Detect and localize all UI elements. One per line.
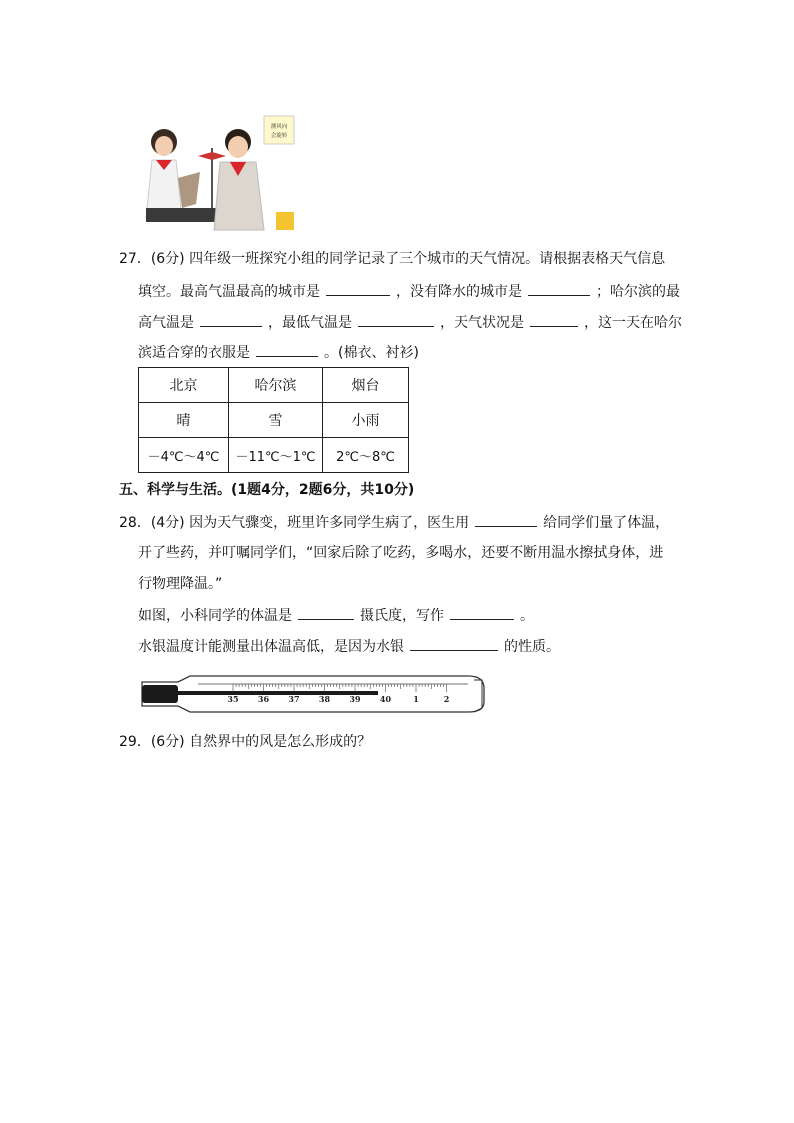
- scale-label: 36: [257, 694, 270, 704]
- yellow-block: [276, 212, 294, 230]
- boy-face: [228, 136, 248, 158]
- q27-line3-part-d: ，这一天在哈尔: [584, 315, 682, 331]
- q27-stem: 27．(6分) 四年级一班探究小组的同学记录了三个城市的天气情况。请根据表格天气信息: [119, 251, 666, 267]
- q27-line4-part-a: 滨适合穿的衣服是: [138, 345, 250, 361]
- blank-harbin-high[interactable]: [200, 312, 262, 327]
- table-row-temps: [139, 438, 409, 473]
- thermometer-figure: [138, 672, 490, 716]
- q28-line1-part-b: 给同学们量了体温，: [543, 515, 670, 531]
- weather-beijing: 晴: [139, 403, 229, 438]
- q28-line4: [138, 605, 534, 626]
- blank-written-as[interactable]: [450, 605, 514, 620]
- q28-line4-part-c: 。: [520, 608, 534, 624]
- temp-harbin: －11℃～1℃: [229, 438, 323, 473]
- q27-line3-part-a: 高气温是: [138, 315, 194, 331]
- q27-line3-part-b: ，最低气温是: [268, 315, 352, 331]
- q28-line3: 行物理降温。”: [138, 576, 223, 592]
- q28-line5: [138, 636, 560, 657]
- weather-yantai: 小雨: [323, 403, 409, 438]
- girl-face: [155, 136, 173, 156]
- weather-table: [138, 367, 409, 473]
- section5-heading: 五、科学与生活。(1题4分，2题6分，共10分): [119, 482, 415, 498]
- q27-line4: [138, 342, 419, 363]
- scale-label: 38: [318, 694, 331, 704]
- q28-line5-part-a: 水银温度计能测量出体温高低，是因为水银: [138, 639, 404, 655]
- q28-line1-part-a: 28．(4分) 因为天气骤变，班里许多同学生病了，医生用: [119, 515, 470, 531]
- scale-label: 35: [227, 694, 239, 704]
- city-yantai: 烟台: [323, 368, 409, 403]
- city-harbin: 哈尔滨: [229, 368, 323, 403]
- blank-no-rain-city[interactable]: [528, 281, 590, 296]
- q27-line2-part-b: ，没有降水的城市是: [396, 284, 522, 300]
- blank-harbin-weather[interactable]: [530, 312, 578, 327]
- blank-highest-city[interactable]: [326, 281, 390, 296]
- blank-clothes[interactable]: [256, 342, 318, 357]
- temp-beijing: －4℃～4℃: [139, 438, 229, 473]
- q28-line4-part-b: 摄氏度，写作: [360, 608, 444, 624]
- temp-yantai: 2℃～8℃: [323, 438, 409, 473]
- blank-body-temp[interactable]: [298, 605, 354, 620]
- table-row-cities: [139, 368, 409, 403]
- sign-board: [264, 116, 294, 144]
- scale-label: 40: [379, 694, 392, 704]
- scale-label: 2: [443, 694, 450, 704]
- q29-text: 29．(6分) 自然界中的风是怎么形成的？: [119, 734, 372, 750]
- mercury-bulb: [142, 685, 178, 703]
- q27-line3: [138, 312, 682, 333]
- scale-label: 39: [349, 694, 361, 704]
- q28-line1: [119, 512, 669, 533]
- q27-line3-part-c: ，天气状况是: [440, 315, 524, 331]
- table-base: [146, 208, 226, 222]
- q27-line2-part-a: 填空。最高气温最高的城市是: [138, 284, 320, 300]
- table-row-weather: [139, 403, 409, 438]
- students-illustration: [138, 108, 298, 238]
- scale-label: 1: [413, 694, 419, 704]
- blank-instrument[interactable]: [475, 512, 537, 527]
- q28-line4-part-a: 如图，小科同学的体温是: [138, 608, 292, 624]
- city-beijing: 北京: [139, 368, 229, 403]
- blank-mercury-property[interactable]: [410, 636, 498, 651]
- q27-line4-part-b: 。(棉衣、衬衫): [324, 345, 419, 361]
- weather-harbin: 雪: [229, 403, 323, 438]
- q27-line1: [119, 249, 665, 269]
- svg-text:测风向: 测风向: [270, 124, 288, 130]
- q27-line2-part-c: ；哈尔滨的最: [596, 284, 680, 300]
- mercury-column: [178, 691, 378, 695]
- svg-text:会旋转: 会旋转: [270, 133, 288, 139]
- blank-harbin-low[interactable]: [358, 312, 434, 327]
- q27-line2: [138, 281, 680, 302]
- scale-label: 37: [288, 694, 300, 704]
- q28-line2: 开了些药，并叮嘱同学们，“回家后除了吃药，多喝水，还要不断用温水擦拭身体，进: [138, 545, 664, 561]
- q28-line5-part-b: 的性质。: [504, 639, 560, 655]
